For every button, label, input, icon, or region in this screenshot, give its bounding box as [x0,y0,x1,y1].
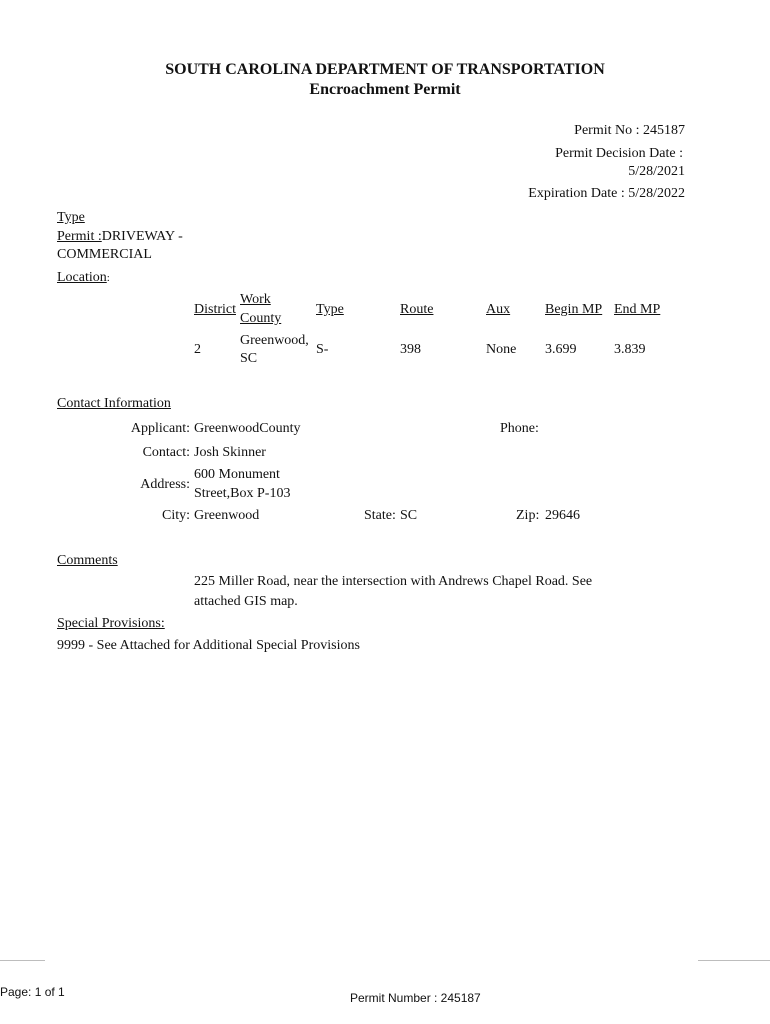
page-indicator: Page: 1 of 1 [0,985,65,999]
city-label: City: [161,508,190,523]
permit-number: Permit No : 245187 [574,123,685,138]
contact-information-heading: Contact Information [57,396,171,411]
applicant-value: GreenwoodCounty [194,421,301,436]
address-line2: Street,Box P-103 [194,486,291,501]
contact-label: Contact: [142,445,190,460]
col-header-work-county-line2: County [240,311,282,326]
cell-aux: None [486,342,517,357]
permit-decision-date-label: Permit Decision Date : [555,146,683,161]
permit-type-value-line2: COMMERCIAL [57,247,152,262]
permit-type-label: Permit : [57,229,102,244]
special-provision-item: 9999 - See Attached for Additional Special Provisions [57,638,360,653]
cell-work-county-line1: Greenwood, [240,333,309,348]
contact-value: Josh Skinner [194,445,266,460]
footer-rule-right [698,960,770,961]
location-colon: : [106,272,110,284]
cell-work-county-line2: SC [240,351,258,366]
address-line1: 600 Monument [194,467,280,482]
cell-district: 2 [194,342,201,357]
address-label: Address: [140,477,190,492]
col-header-begin-mp: Begin MP [545,302,603,317]
type-label: Type [57,210,85,225]
state-value: SC [400,508,418,523]
state-label: State: [364,508,396,523]
permit-type-line1 [57,229,183,245]
document-title: Encroachment Permit [309,81,461,98]
col-header-aux: Aux [486,302,511,317]
cell-route: 398 [400,342,421,357]
expiration-date: Expiration Date : 5/28/2022 [528,186,685,201]
col-header-district: District [194,302,236,317]
location-label: Location [57,270,107,285]
agency-title: SOUTH CAROLINA DEPARTMENT OF TRANSPORTATION [165,61,605,78]
footer-permit-number: Permit Number : 245187 [350,991,481,1005]
footer-rule-left [0,960,45,961]
zip-label: Zip: [516,508,540,523]
phone-label: Phone: [500,421,539,436]
applicant-label: Applicant: [130,421,190,436]
comments-line1: 225 Miller Road, near the intersection with Andrews Chapel Road. See [194,574,593,589]
zip-value: 29646 [545,508,580,523]
comments-line2: attached GIS map. [194,594,298,609]
permit-decision-date-value: 5/28/2021 [628,164,685,179]
location-heading [57,270,110,286]
city-value: Greenwood [194,508,260,523]
col-header-route: Route [400,302,434,317]
permit-type-value: DRIVEWAY - [101,229,183,244]
cell-type: S- [316,342,329,357]
col-header-end-mp: End MP [614,302,661,317]
cell-begin-mp: 3.699 [545,342,577,357]
col-header-type: Type [316,302,344,317]
special-provisions-heading: Special Provisions: [57,616,165,631]
comments-heading: Comments [57,553,118,568]
cell-end-mp: 3.839 [614,342,646,357]
col-header-work-county-line1: Work [240,292,271,307]
